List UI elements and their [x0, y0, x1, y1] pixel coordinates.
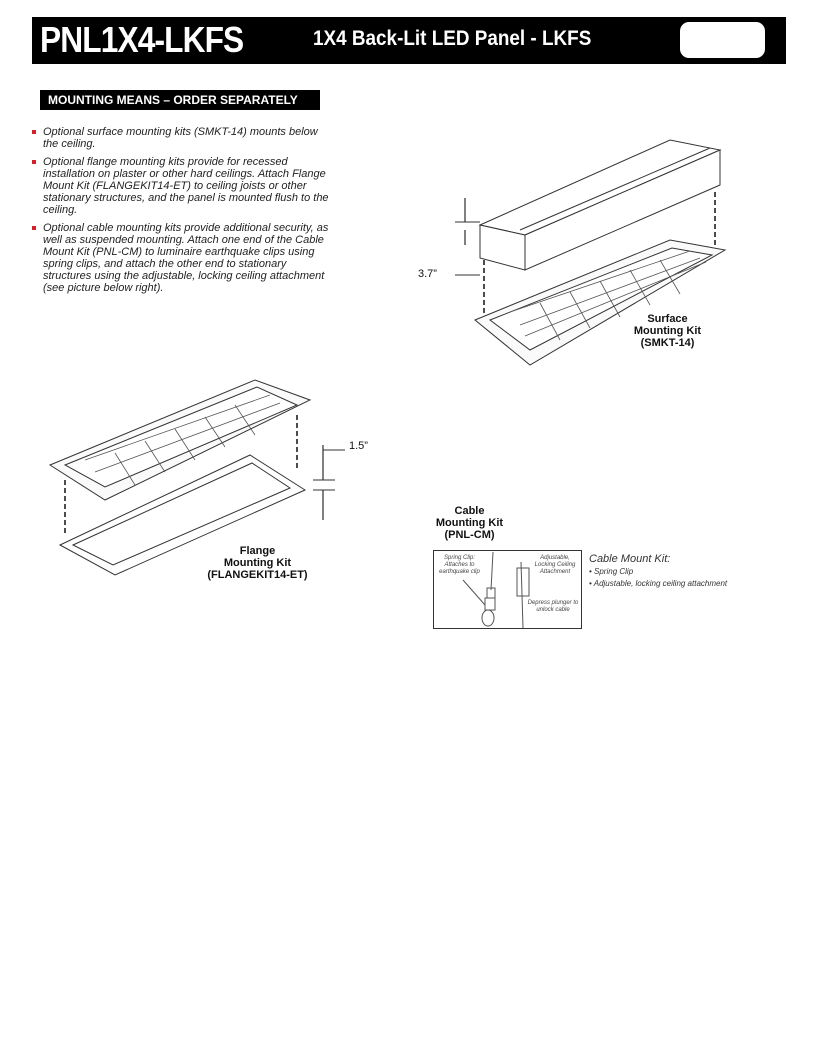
bullet-item: Optional flange mounting kits provide for recessed installation on plaster or other hard ceilings. Attach Flange Mount Kit (FLANGEKIT14-ET) to ceiling joists or other stationary structures, and the panel is mounted flush to the ceiling. [30, 156, 330, 216]
label-line: (PNL-CM) [444, 529, 495, 541]
callout-spring-clip: Spring Clip: Attaches to earthquake clip [439, 555, 480, 575]
label-line: Mounting Kit [633, 325, 702, 337]
product-code: PNL1X4-LKFS [40, 19, 244, 60]
bullet-item: Optional surface mounting kits (SMKT-14) mounts below the ceiling. [30, 126, 330, 150]
label-line: Cable [454, 505, 485, 517]
surface-label [620, 313, 715, 349]
product-subtitle: 1X4 Back-Lit LED Panel - LKFS [313, 27, 592, 50]
label-line: (SMKT-14) [640, 337, 695, 349]
label-line: Surface [647, 313, 688, 325]
flange-label [205, 545, 310, 581]
label-line: Mounting Kit [223, 557, 292, 569]
cable-kit-item: • Spring Clip [589, 567, 634, 576]
section-title: MOUNTING MEANS – ORDER SEPARATELY [40, 90, 320, 110]
header-bar [32, 17, 786, 64]
cable-label [422, 505, 517, 541]
cable-kit-item: • Adjustable, locking ceiling attachment [589, 579, 728, 588]
bullet-item: Optional cable mounting kits provide additional security, as well as suspended mounting. Attach one end of the Cable Mount Kit (PNL-CM) to luminaire earthquake clips using spring clips, and attach the other end to stationary structures using the adjustable, locking ceiling attachment (see picture below right). [30, 222, 330, 294]
bullet-list [30, 126, 330, 300]
logo-box [680, 22, 765, 58]
label-line: (FLANGEKIT14-ET) [207, 569, 308, 581]
cable-kit-title: Cable Mount Kit: [589, 553, 671, 565]
callout-depress: Depress plunger to unlock cable [527, 600, 579, 613]
callout-adjustable: Adjustable, Locking Ceiling Attachment [534, 555, 576, 575]
label-line: Mounting Kit [435, 517, 504, 529]
flange-dim: 1.5” [349, 440, 368, 452]
label-line: Flange [239, 545, 276, 557]
surface-dim: 3.7” [418, 268, 437, 280]
